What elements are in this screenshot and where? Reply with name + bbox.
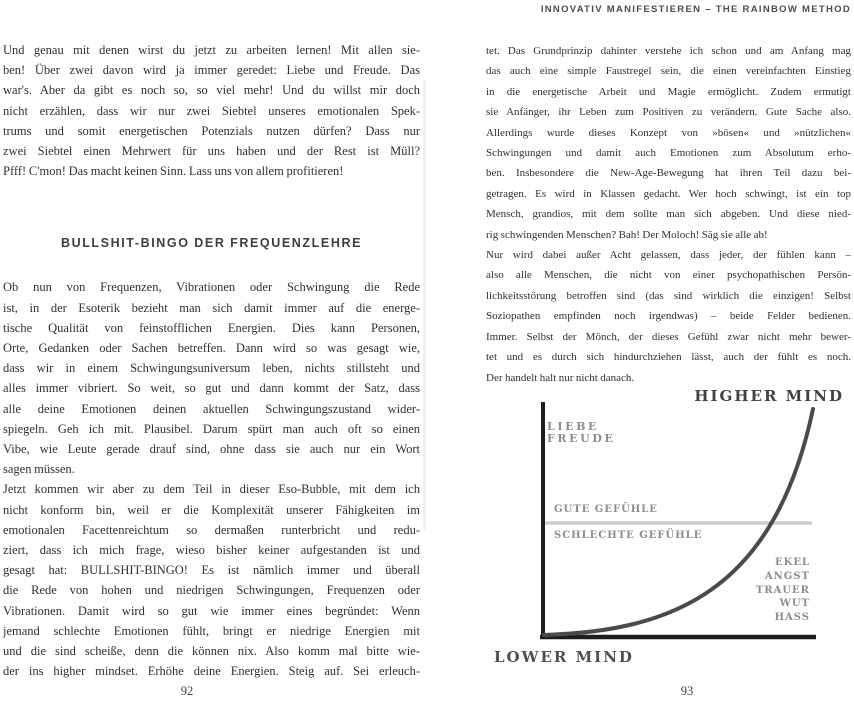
text-line: zwei Siebtel einen Mehrwert für uns haben und der Rest ist Müll? [3, 144, 420, 159]
text-line: spiegeln. Geh ich mit. Plausibel. Darum spürt man auch oft so einen [3, 421, 420, 436]
paragraph [486, 245, 851, 388]
text-line: in die energetische Arbeit und Magie ermöglicht. Zudem ermutigt [486, 85, 851, 98]
emotion-label: HASS [774, 612, 810, 624]
paragraph [486, 41, 851, 245]
text-line: Pfff! C'mon! Das macht keinen Sinn. Lass uns von allem profitieren! [3, 164, 344, 179]
text-line: alle deine Emotionen deinen aktuellen Schwingungszustand wider- [3, 401, 420, 416]
chart-label-good-feelings: GUTE GEFÜHLE [554, 504, 658, 515]
text-line: tet und es durch sich hindurchziehen lässt, auch der fühlt es noch. [486, 351, 851, 364]
text-line: gesagt hat: BULLSHIT-BINGO! Es ist nämlich immer und überall [3, 563, 420, 578]
paragraph [3, 40, 420, 181]
text-line: alles immer vibriert. So weit, so gut und dann kommt der Satz, dass [3, 381, 420, 396]
text-line: nicht konform bin, weil er die Komplexität unserer Fähigkeiten im [3, 502, 420, 517]
chart-label-bad-feelings: SCHLECHTE GEFÜHLE [554, 530, 703, 541]
emotion-label: ANGST [764, 570, 810, 582]
text-line: trums und somit energetischen Potenzials nutzen dürfen? Dass nur [3, 123, 420, 138]
text-line: Ob nun von Frequenzen, Vibrationen oder Schwingung die Rede [3, 280, 420, 295]
text-line: also alle Menschen, die nicht von einer psychopathischen Persön- [486, 269, 851, 282]
mind-frequency-chart [486, 385, 854, 677]
chart-title-higher-mind: HIGHER MIND [694, 387, 844, 405]
text-line: jemand schlechte Emotionen fühlt, bringt er niedrige Energien mit [3, 623, 420, 638]
text-line: ist, in der Esoterik bezieht man sich damit immer auf die energe- [3, 300, 420, 315]
text-line: getragen. Es wird in Klassen gedacht. Wer hoch schwingt, ist ein top [486, 187, 851, 200]
chart-low-emotions-labels [756, 556, 810, 625]
text-line: das auch eine simple Faustregel sein, die einen vereinfachten Einstieg [486, 65, 851, 78]
section-heading: BULLSHIT-BINGO DER FREQUENZLEHRE [60, 236, 363, 251]
text-line: sagen müssen. [3, 462, 75, 477]
emotion-label: WUT [779, 598, 810, 610]
text-line: Allerdings wurde dieses Konzept von »bösen« und »nützlichen« [486, 126, 851, 139]
paragraph [3, 277, 420, 479]
page-number-right: 93 [680, 684, 694, 698]
text-line: tische Qualität von feinstofflichen Energien. Dies kann Personen, [3, 320, 420, 335]
text-line: Nur wird dabei außer Acht gelassen, dass jeder, der fühlen kann – [486, 249, 851, 262]
text-line: und die sind scheiße, denn die können nix. Also komm mal bitte wie- [3, 644, 420, 659]
emotion-label: FREUDE [547, 431, 616, 445]
text-line: lichkeitsstörung betroffen sind (das sind wirklich die einzigen! Selbst [486, 289, 851, 302]
text-line: Orte, Gedanken oder Sachen betreffen. Dann wird so was gesagt wie, [3, 341, 420, 356]
right-page-text-column [486, 41, 851, 388]
text-line: Jetzt kommen wir aber zu dem Teil in dieser Eso-Bubble, mit dem ich [3, 482, 420, 497]
text-line: dass wir in einem Schwingungsuniversum leben, nichts stillsteht und [3, 361, 420, 376]
text-line: Soziopathen empfinden noch irgendwas) – beide Felder bedienen. [486, 310, 851, 323]
emotion-label: TRAUER [755, 584, 810, 596]
text-line: Und genau mit denen wirst du jetzt zu arbeiten lernen! Mit allen sie- [3, 43, 420, 57]
running-header: INNOVATIV MANIFESTIEREN – THE RAINBOW METHOD [540, 4, 851, 15]
page-number-left: 92 [180, 684, 194, 698]
text-line: nicht erzählen, dass wir nur zwei Siebtel unseres emotionalen Spek- [3, 103, 420, 118]
text-line: ziert, dass ich mich frage, wieso bisher keiner aufgestanden ist und [3, 543, 420, 558]
paragraph [3, 479, 420, 681]
chart-title-lower-mind: LOWER MIND [494, 648, 634, 666]
emotion-label: LIEBE [547, 420, 599, 433]
text-line: emotionalen Facettenreichtum so dermaßen runterbricht und redu- [3, 522, 420, 537]
text-line: Vibrationen. Damit wird so gut wie immer eines begründet: Wenn [3, 603, 420, 618]
text-line: Schwingungen und damit auch Emotionen zum Absolutum erho- [486, 147, 851, 160]
text-line: Der handelt halt nur nicht danach. [486, 371, 635, 384]
page-gutter-shadow [423, 80, 426, 530]
text-line: der ins higher mindset. Erhöhe deine Energien. Steig auf. Sei erleuch- [3, 664, 420, 679]
chart-high-emotions-labels [547, 421, 615, 444]
text-line: Immer. Selbst der Mönch, der dieses Gefühl zwar nicht mehr bewer- [486, 330, 851, 343]
text-line: Vibe, wie Leute gerade drauf sind, ohne dass sie auch nur ein Wort [3, 442, 420, 457]
text-line: ben. Insbesondere die New-Age-Bewegung hat ihren Teil dazu bei- [486, 167, 851, 180]
left-page-text-column [3, 40, 420, 681]
text-line: ben! Über zwei davon wird ja immer geredet: Liebe und Freude. Das [3, 63, 420, 78]
text-line: sie Anfänger, ihr Leben zum Positiven zu verändern. Gute Sache also. [486, 106, 851, 119]
emotion-label: EKEL [775, 557, 810, 568]
text-line: war's. Aber da gibt es noch so, so viel mehr! Und du willst mir doch [3, 83, 420, 98]
text-line: tet. Das Grundprinzip dahinter verstehe ich schon und am Anfang mag [486, 45, 851, 57]
text-line: die Rede von hohen und niedrigen Schwingungen, Frequenzen oder [3, 583, 420, 598]
text-line: rig schwingenden Menschen? Bah! Der Moloch! Säg sie alle ab! [486, 228, 768, 241]
text-line: Mensch, grandios, mit dem sollte man sich abgeben. Und diese nied- [486, 208, 851, 221]
